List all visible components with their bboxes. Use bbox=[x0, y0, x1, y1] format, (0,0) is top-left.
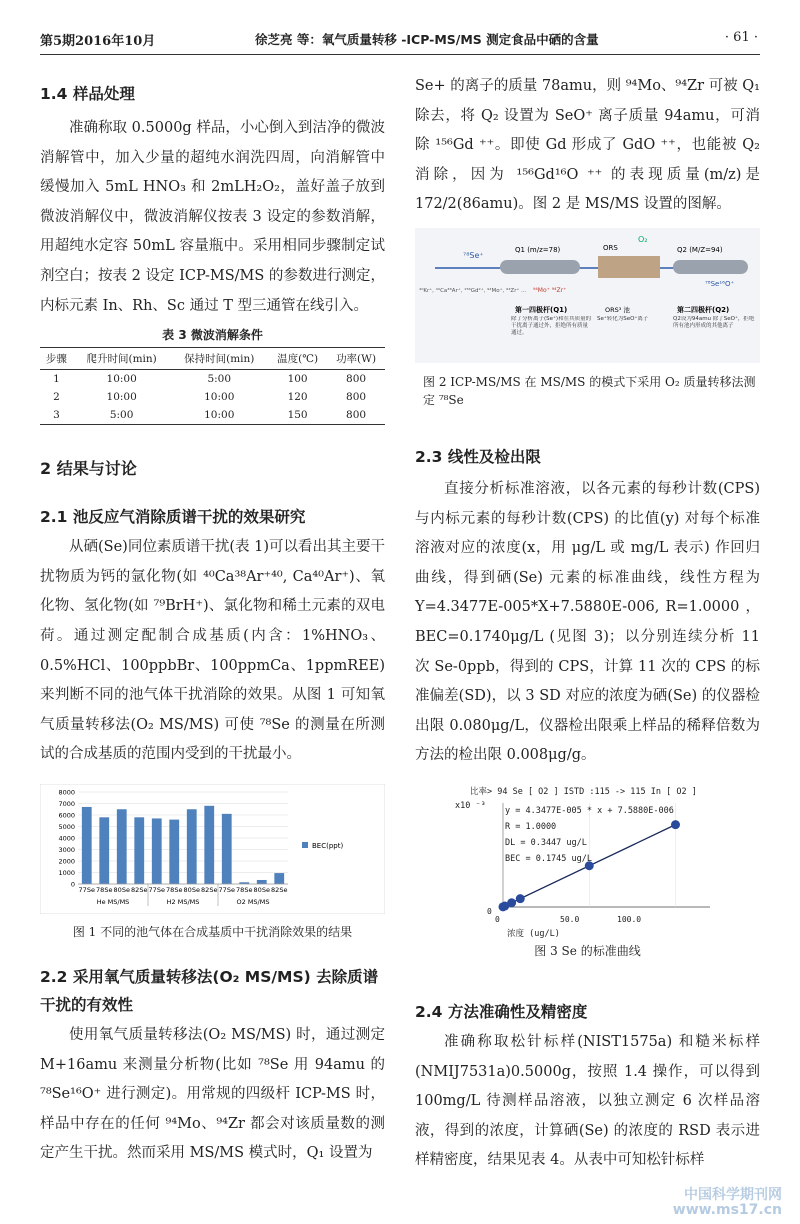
y-tick-label: 2000 bbox=[58, 857, 75, 866]
seo-ion-label: ⁷⁸Se¹⁶O⁺ bbox=[705, 279, 735, 288]
q2-label: Q2 (M/Z=94) bbox=[677, 245, 723, 254]
table-header-cell: 步骤 bbox=[40, 348, 73, 370]
x-tick-label: 78Se bbox=[166, 885, 183, 894]
figure-3-header: 比率> 94 Se [ O2 ] ISTD :115 -> 115 In [ O2 ] bbox=[470, 786, 697, 797]
table-cell: 2 bbox=[53, 391, 60, 404]
section-1-4-text: 准确称取 0.5000g 样品，小心倒入到洁净的微波消解管中，加入少量的超纯水润洗四周，向消解管中缓慢加入 5mL HNO₃ 和 2mLH₂O₂，盖好盖子放到微波消解仪中，微波消解仪按表 3 设定的参数消解，用超纯水定容 50mL 容量瓶中。采用相同步骤制定试剂空白；按表 2 设定 ICP-MS/MS 的参数进行测定，内标元素 In、Rh、Sc 通过 T 型三通管在线引入。 bbox=[40, 120, 385, 314]
legend-label: BEC(ppt) bbox=[312, 841, 344, 850]
section-2-4-title: 2.4 方法准确性及精密度 bbox=[415, 1002, 588, 1021]
q2-title: 第二四极杆(Q2) bbox=[677, 305, 730, 314]
x-tick-label: 80Se bbox=[113, 885, 130, 894]
table-row bbox=[40, 370, 385, 389]
x-tick-label: 82Se bbox=[271, 885, 288, 894]
section-2-4-text: 准确称取松针标样(NIST1575a) 和糙米标样(NMIJ7531a)0.5000g，按照 1.4 操作，可以得到 100mg/L 待测样品溶液，以独立测定 6 次样品溶液，得到的浓度，计算硒(Se) 的浓度的 RSD 表示进样精密度，结果见表 4。从表中可知松针标样 bbox=[415, 1033, 760, 1169]
x-tick-label: 50.0 bbox=[560, 914, 580, 924]
bar bbox=[274, 873, 284, 884]
y-tick-label: 3000 bbox=[58, 845, 75, 854]
y-tick-label: 8000 bbox=[58, 788, 75, 797]
x-tick-label: 100.0 bbox=[617, 914, 642, 924]
left-column bbox=[40, 72, 385, 1169]
table-cell: 800 bbox=[346, 391, 367, 404]
figure-2 bbox=[415, 228, 760, 409]
q1-title: 第一四极杆(Q1) bbox=[515, 305, 568, 314]
table-3 bbox=[40, 327, 385, 425]
y-tick-label: 0 bbox=[487, 906, 492, 916]
group-label: He MS/MS bbox=[96, 897, 130, 906]
table-header-cell: 功率(W) bbox=[327, 348, 385, 370]
group-label: H2 MS/MS bbox=[166, 897, 200, 906]
y-tick-label: 1000 bbox=[58, 868, 75, 877]
section-2-1-text: 从硒(Se)同位素质谱干扰(表 1)可以看出其主要干扰物质为钙的氩化物(如 ⁴⁰Ca³⁸Ar⁺⁴⁰, Ca⁴⁰Ar⁺)、氧化物、氢化物(如 ⁷⁹BrH⁺)、氯化物和稀土元素的双电荷。通过测定配制合成基质(内含：1%HNO₃、0.5%HCl、100ppbBr、100ppmCa、1ppmREE) 来判断不同的池气体干扰消除的效果。从图 1 可知氧气质量转移法(O₂ MS/MS) 可使 ⁷⁸Se 的测量在所测试的合成基质的范围内受到的干扰最小。 bbox=[40, 539, 385, 763]
x-tick-label: 78Se bbox=[96, 885, 113, 894]
figure-2-caption: 图 2 ICP-MS/MS 在 MS/MS 的模式下采用 O₂ 质量转移法测定 ⁷⁸Se bbox=[423, 374, 756, 407]
y-tick-label: 5000 bbox=[58, 822, 75, 831]
x-tick-label: 82Se bbox=[201, 885, 218, 894]
bar bbox=[204, 806, 214, 884]
data-point bbox=[507, 898, 516, 907]
bec-label: BEC = 0.1745 ug/L bbox=[505, 853, 592, 864]
figure-3-caption: 图 3 Se 的标准曲线 bbox=[534, 943, 641, 958]
x-tick-label: 80Se bbox=[183, 885, 200, 894]
dl-label: DL = 0.3447 ug/L bbox=[505, 837, 587, 848]
x-tick-label: 77Se bbox=[78, 885, 95, 894]
table-header-cell: 爬升时间(min) bbox=[73, 348, 171, 370]
figure-3-annotation bbox=[505, 803, 674, 867]
table-cell: 10:00 bbox=[106, 373, 137, 386]
table-row bbox=[40, 406, 385, 425]
section-2-2-title: 2.2 采用氧气质量转移法(O₂ MS/MS) 去除质谱干扰的有效性 bbox=[40, 967, 379, 1014]
section-2-3-title: 2.3 线性及检出限 bbox=[415, 447, 541, 466]
table-cell: 1 bbox=[53, 373, 60, 386]
table-cell: 5:00 bbox=[207, 373, 232, 386]
group-label: O2 MS/MS bbox=[236, 897, 270, 906]
page-number: · 61 · bbox=[724, 30, 758, 45]
table-cell: 150 bbox=[268, 406, 327, 425]
q1-quadrupole bbox=[500, 260, 580, 274]
x-tick-label: 77Se bbox=[218, 885, 235, 894]
bar bbox=[169, 820, 179, 884]
y-tick-label: 4000 bbox=[58, 834, 75, 843]
table-cell: 5:00 bbox=[73, 406, 171, 425]
q2-description: Q2设为94amu 除了SeO⁺，拒绝所有池内形成的其他离子 bbox=[673, 315, 755, 329]
equation-label: y = 4.3477E-005 * x + 7.5880E-006 bbox=[505, 805, 674, 816]
running-title: 徐芝亮 等：氧气质量转移 -ICP-MS/MS 测定食品中硒的含量 bbox=[255, 32, 599, 47]
y-tick-label: 6000 bbox=[58, 811, 75, 820]
figure-1-bar-chart bbox=[40, 784, 385, 914]
table-cell: 3 bbox=[40, 406, 73, 425]
page-header bbox=[40, 28, 760, 55]
table-3-caption: 表 3 微波消解条件 bbox=[162, 328, 263, 343]
interfering-ions-label: ⁴⁰Kr⁺, ⁴⁰Ca³⁸Ar⁺, ¹⁵⁶Gd²⁺, ⁹⁴Mo⁺, ⁹⁴Zr⁺ ... bbox=[419, 287, 527, 294]
bar bbox=[152, 818, 162, 884]
section-2-2-text: 使用氧气质量转移法(O₂ MS/MS) 时，通过测定 M+16amu 来测量分析物(比如 ⁷⁸Se 用 94amu 的 ⁷⁸Se¹⁶O⁺ 进行测定)。用常规的四级杆 ICP-MS 时，样品中存在的任何 ⁹⁴Mo、⁹⁴Zr 都会对该质量数的测定产生干扰。然而采用 MS/MS 模式时，Q₁ 设置为 bbox=[40, 1026, 385, 1162]
r-value-label: R = 1.0000 bbox=[505, 821, 557, 832]
x-tick-label: 77Se bbox=[148, 885, 165, 894]
right-column bbox=[415, 72, 760, 1176]
table-3-grid bbox=[40, 347, 385, 425]
y-tick-label: 7000 bbox=[58, 799, 75, 808]
q2-quadrupole bbox=[673, 260, 748, 274]
legend-swatch bbox=[302, 842, 308, 848]
table-cell: 800 bbox=[327, 406, 385, 425]
table-cell: 100 bbox=[287, 373, 308, 386]
watermark bbox=[673, 1188, 782, 1218]
table-header-cell: 温度(℃) bbox=[268, 348, 327, 370]
watermark-line-2: www.ms17.cn bbox=[672, 1202, 782, 1218]
x-tick-label: 82Se bbox=[131, 885, 148, 894]
y-tick-label: 0 bbox=[70, 880, 75, 889]
issue-label: 第5期2016年10月 bbox=[40, 34, 156, 49]
bar bbox=[99, 817, 109, 884]
data-point bbox=[516, 894, 525, 903]
cell-description: Se⁺转化为SeO⁺离子 bbox=[597, 315, 649, 322]
section-2-3-text: 直接分析标准溶液，以各元素的每秒计数(CPS) 与内标元素的每秒计数(CPS) 的比值(y) 对每个标准溶液对应的浓度(x，用 μg/L 或 mg/L 表示) 作回归曲线，得到硒(Se) 元素的标准曲线，线性方程为 Y=4.3477E-005*X+7.5880E-006, R=1.0000 ，BEC=0.1740μg/L (见图 3)；以分别连续分析 11 次 Se-0ppb，得到的 CPS，计算 11 次的 CPS 的标准偏差(SD)，以 3 SD 对应的浓度为硒(Se) 的仪器检出限 0.080μg/L，仪器检出限乘上样品的稀释倍数为方法的检出限 0.008μg/g。 bbox=[415, 480, 760, 764]
figure-2-diagram bbox=[415, 228, 760, 363]
q1-label: Q1 (m/z=78) bbox=[515, 245, 561, 254]
table-row bbox=[40, 388, 385, 406]
watermark-line-1: 中国科学期刊网 bbox=[684, 1187, 782, 1203]
bar bbox=[257, 880, 267, 884]
table-cell: 10:00 bbox=[170, 406, 268, 425]
section-1-4-title: 1.4 样品处理 bbox=[40, 85, 135, 103]
se-ion-label: ⁷⁸Se⁺ bbox=[463, 250, 484, 260]
orss-cell bbox=[598, 256, 660, 278]
bar bbox=[222, 814, 232, 884]
q1-description: 除了分析离子(Se⁺)和在其质量的干扰离子通过外，拒绝所有质量通过。 bbox=[511, 315, 592, 336]
table-cell: 10:00 bbox=[106, 391, 137, 404]
table-cell: 120 bbox=[287, 391, 308, 404]
section-2-title: 2 结果与讨论 bbox=[40, 459, 137, 479]
table-cell: 10:00 bbox=[204, 391, 235, 404]
bar bbox=[187, 809, 197, 884]
section-2-1-title: 2.1 池反应气消除质谱干扰的效果研究 bbox=[40, 508, 306, 527]
x-tick-label: 78Se bbox=[236, 885, 253, 894]
orss-cell-label: ORS³ 池 bbox=[605, 305, 630, 314]
section-2-2-continued: Se+ 的离子的质量 78amu，则 ⁹⁴Mo、⁹⁴Zr 可被 Q₁ 除去，将 Q₂ 设置为 SeO⁺ 离子质量 94amu，可消除 ¹⁵⁶Gd ⁺⁺。即使 Gd 形成了 GdO ⁺⁺，也能被 Q₂ 消除，因为 ¹⁵⁶Gd¹⁶O ⁺⁺ 的表现质量(m/z)是 172/2(86amu)。图 2 是 MS/MS 设置的图解。 bbox=[415, 78, 760, 213]
bar bbox=[117, 809, 127, 884]
x-tick-label: 0 bbox=[495, 914, 500, 924]
orss-label: ORS bbox=[603, 243, 618, 252]
figure-3 bbox=[415, 785, 760, 939]
figure-3-xlabel: 浓度 (ug/L) bbox=[507, 928, 560, 939]
bar bbox=[134, 817, 144, 884]
figure-1-caption: 图 1 不同的池气体在合成基质中干扰消除效果的结果 bbox=[72, 924, 353, 939]
figure-1 bbox=[40, 784, 385, 941]
x-tick-label: 80Se bbox=[253, 885, 270, 894]
table-cell: 800 bbox=[346, 373, 367, 386]
bar bbox=[82, 807, 92, 884]
table-header-cell: 保持时间(min) bbox=[170, 348, 268, 370]
o2-gas-label: O₂ bbox=[638, 234, 648, 244]
rejected-ions-label: ⁹⁴Mo⁺ ⁹⁴Zr⁺ bbox=[533, 286, 567, 294]
figure-3-scale: x10 ⁻³ bbox=[455, 800, 486, 811]
